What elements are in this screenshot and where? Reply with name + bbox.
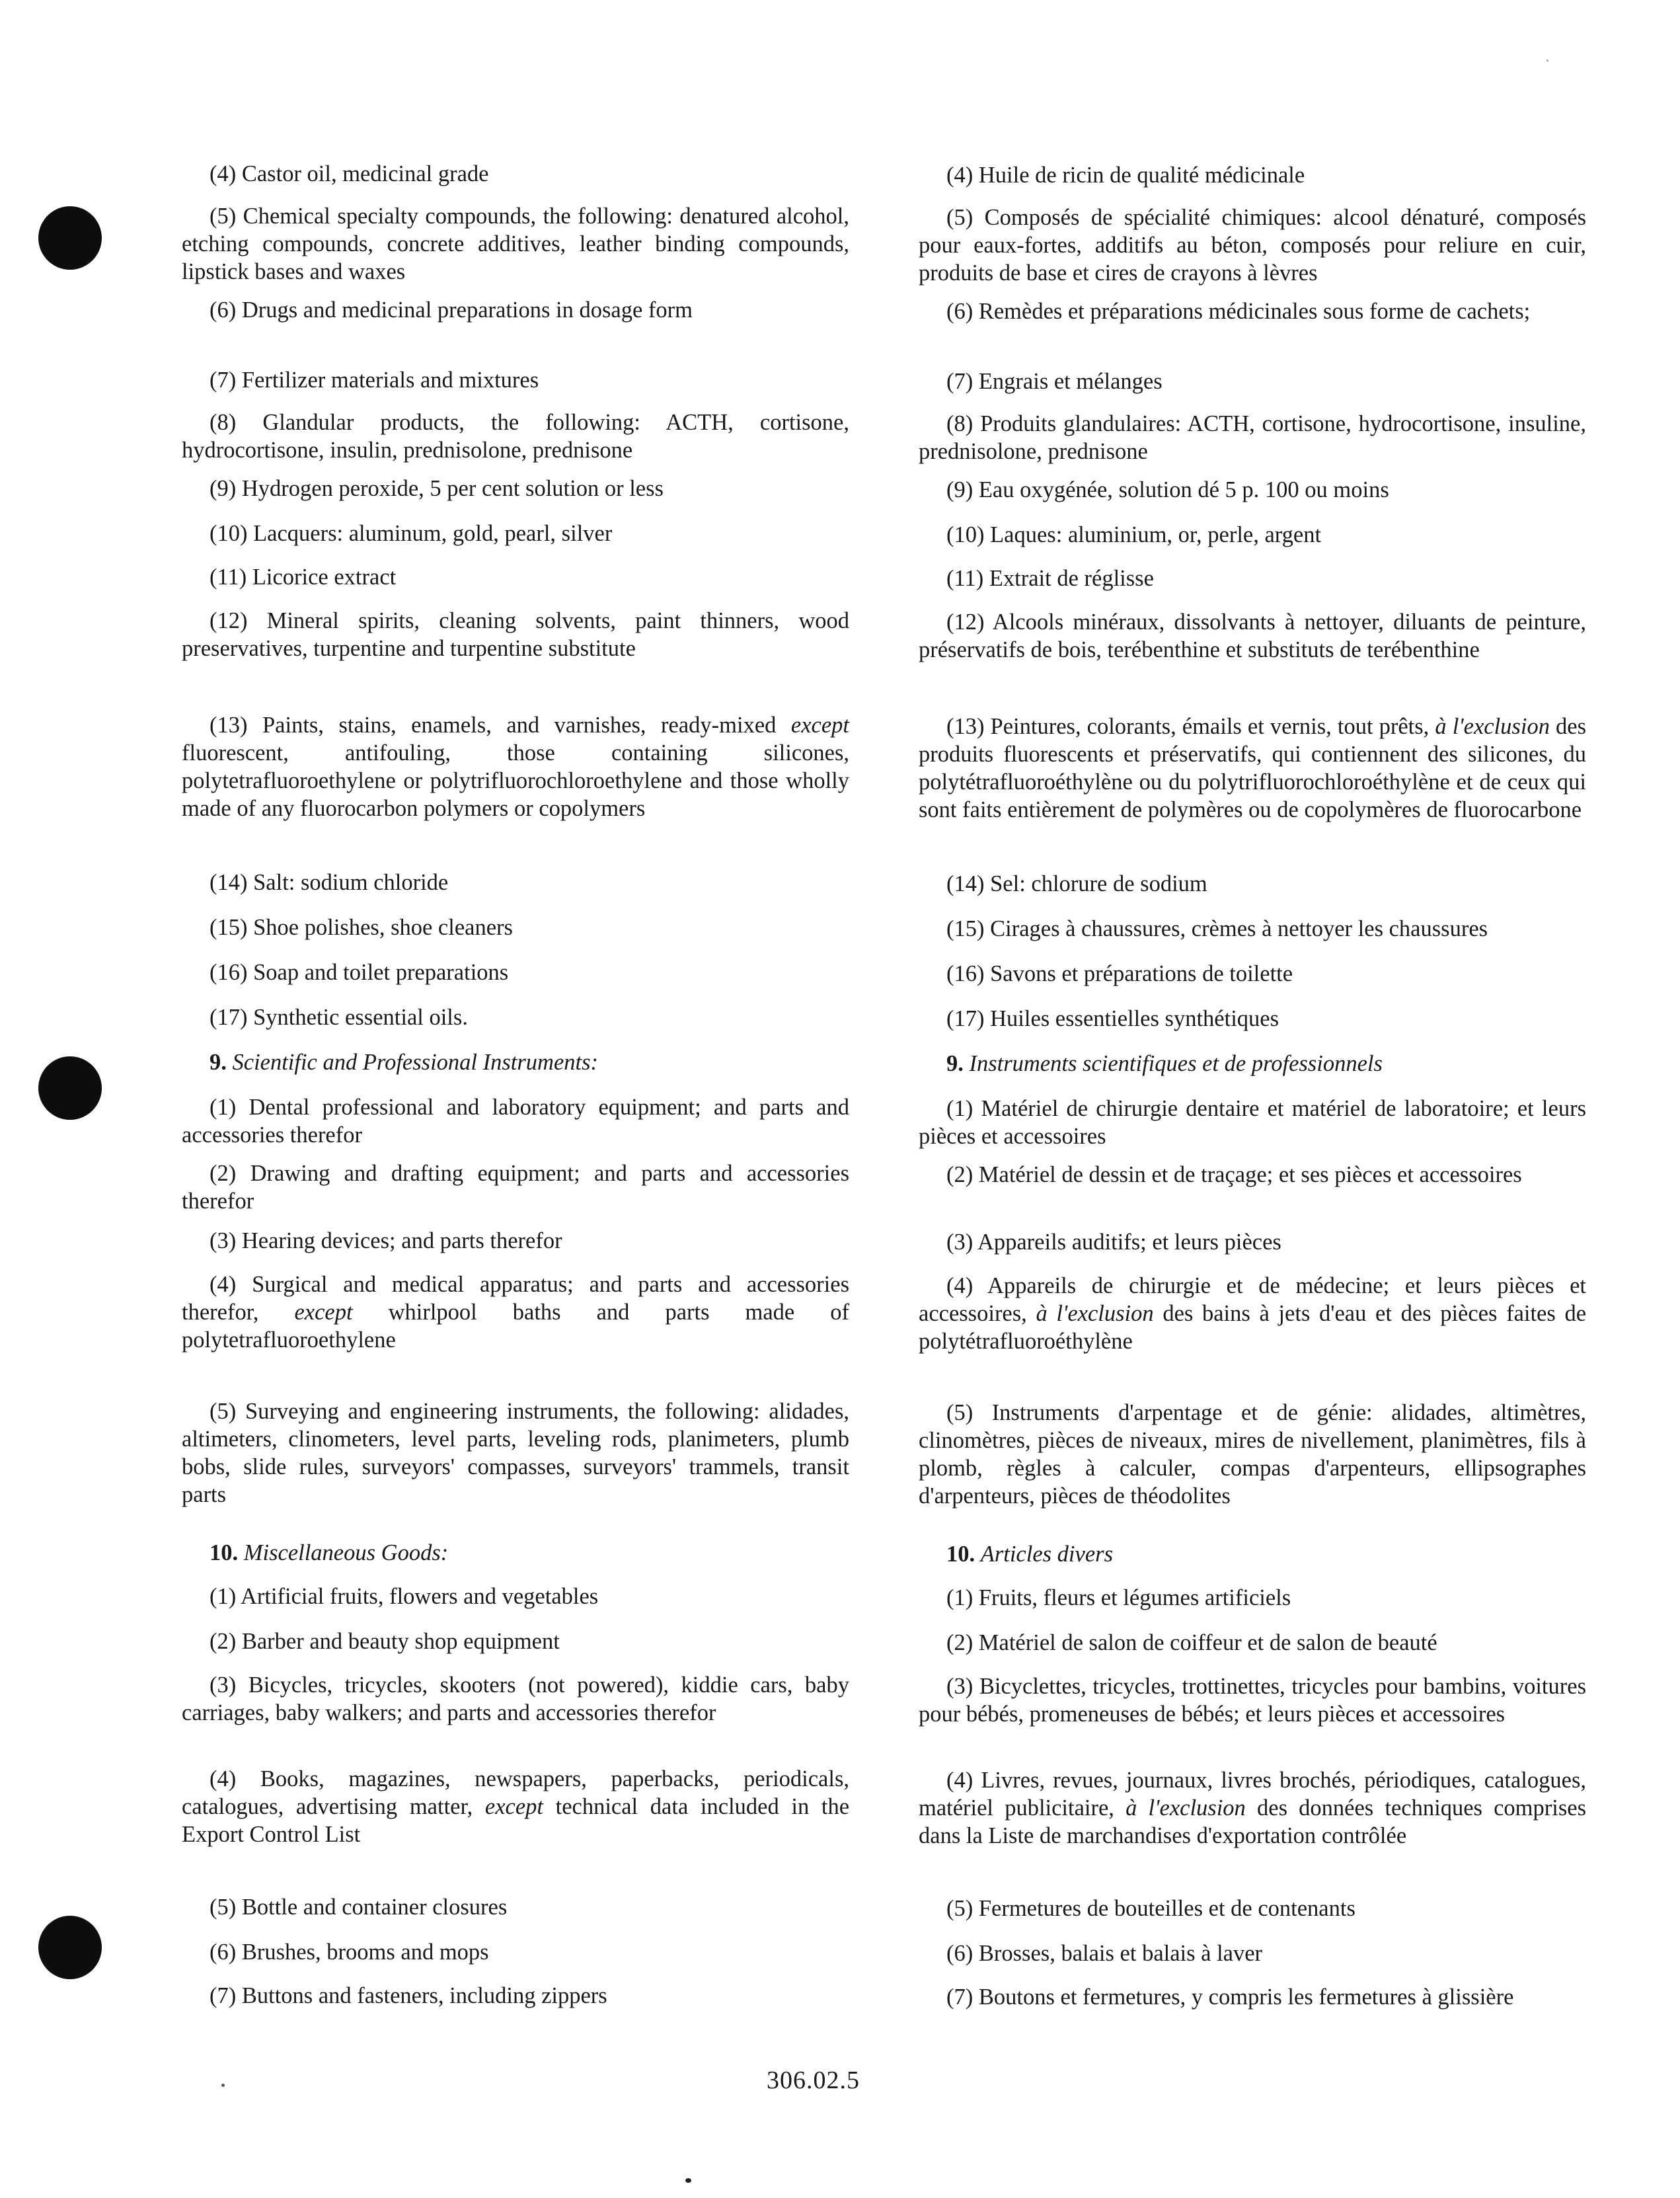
list-item: (1) Matériel de chirurgie dentaire et matériel de laboratoire; et leurs pièces et accessoires [919,1096,1586,1149]
scan-speck [685,2178,691,2183]
list-item: (7) Engrais et mélanges [946,369,1163,394]
list-item: (2) Drawing and drafting equipment; and parts and accessories therefor [182,1161,849,1214]
list-item: (4) Huile de ricin de qualité médicinale [946,163,1305,188]
list-item: (4) Books, magazines, newspapers, paperbacks, periodicals, catalogues, advertising matter, except technical data included in the Export Control List [182,1766,850,1847]
list-item: (3) Bicyclettes, tricycles, trottinettes, tricycles pour bambins, voitures pour bébés, promeneuses de bébés; et leurs pièces et accessoires [919,1674,1586,1727]
list-item: (7) Fertilizer materials and mixtures [210,368,539,393]
list-item: (7) Boutons et fermetures, y compris les fermetures à glissière [946,1984,1514,2010]
list-item: (5) Chemical specialty compounds, the following: denatured alcohol, etching compounds, concrete additives, leather binding compounds, lipstick bases and waxes [182,204,849,284]
list-item: (9) Eau oxygénée, solution dé 5 p. 100 ou moins [946,477,1389,502]
list-item: (4) Castor oil, medicinal grade [210,161,489,186]
list-item: (11) Extrait de réglisse [946,566,1154,591]
list-item: (2) Barber and beauty shop equipment [210,1629,560,1654]
list-item: (6) Brushes, brooms and mops [210,1940,489,1965]
binder-hole-middle [38,1056,102,1120]
scan-speck [221,2084,225,2087]
list-item: (5) Surveying and engineering instruments, the following: alidades, altimeters, clinometers, level parts, leveling rods, planimeters, plumb bobs, slide rules, surveyors' compasses, surveyors' trammels, transit parts [182,1399,849,1507]
list-item: (8) Glandular products, the following: ACTH, cortisone, hydrocortisone, insulin, prednisolone, prednisone [182,410,849,463]
list-item: (11) Licorice extract [210,565,397,590]
list-item: (5) Instruments d'arpentage et de génie: alidades, altimètres, clinomètres, pièces de niveaux, mires de nivellement, planimètres, fils à plomb, règles à calculer, compas d'arpenteurs, ellipsographes d'arpenteurs, pièces de théodolites [919,1400,1586,1509]
list-item: (10) Laques: aluminium, or, perle, argent [946,522,1322,547]
list-item: (13) Paints, stains, enamels, and varnishes, ready-mixed except fluorescent, antifouling, those containing silicones, polytetrafluoroethylene or polytrifluorochloroethylene and those wholly made of any fluorocarbon polymers or copolymers [182,713,849,821]
list-item: (3) Bicycles, tricycles, skooters (not powered), kiddie cars, baby carriages, baby walkers; and parts and accessories therefor [182,1672,849,1725]
list-item: (5) Composés de spécialité chimiques: alcool dénaturé, composés pour eaux-fortes, additifs au béton, composés pour reliure en cuir, produits de base et cires de crayons à lèvres [919,205,1586,286]
list-item: (9) Hydrogen peroxide, 5 per cent solution or less [210,476,664,501]
list-item: (14) Salt: sodium chloride [210,870,449,895]
list-item: (3) Hearing devices; and parts therefor [210,1228,562,1253]
list-item: (17) Huiles essentielles synthétiques [946,1006,1279,1031]
section-heading-10: 10. Articles divers [946,1542,1113,1567]
list-item: (5) Fermetures de bouteilles et de contenants [946,1896,1355,1921]
page-number: 306.02.5 [767,2066,860,2094]
list-item: (16) Savons et préparations de toilette [946,961,1293,986]
list-item: (3) Appareils auditifs; et leurs pièces [946,1230,1281,1255]
list-item: (4) Surgical and medical apparatus; and parts and accessories therefor, except whirlpool baths and parts made of polytetrafluoroethylene [182,1272,850,1353]
list-item: (6) Remèdes et préparations médicinales sous forme de cachets; [946,299,1531,324]
section-heading-9: 9. Scientific and Professional Instruments: [210,1050,599,1075]
list-item: (7) Buttons and fasteners, including zippers [210,1983,607,2008]
list-item: (4) Appareils de chirurgie et de médecine; et leurs pièces et accessoires, à l'exclusion des bains à jets d'eau et des pièces faites de polytétrafluoroéthylène [919,1273,1587,1354]
list-item: (17) Synthetic essential oils. [210,1005,468,1030]
list-item: (13) Peintures, colorants, émails et vernis, tout prêts, à l'exclusion des produits fluorescents et préservatifs, qui contiennent des silicones, du polytétrafluoroéthylène ou du polytrifluorochloroéthylène et de ceux qui sont faits entièrement de polymères ou de copolymères de fluorocarbone [919,714,1587,822]
list-item: (4) Livres, revues, journaux, livres brochés, périodiques, catalogues, matériel publicitaire, à l'exclusion des données techniques comprises dans la Liste de marchandises d'exportation contrôlée [919,1768,1587,1848]
list-item: (1) Dental professional and laboratory equipment; and parts and accessories therefor [182,1095,849,1148]
list-item: (12) Alcools minéraux, dissolvants à nettoyer, diluants de peinture, préservatifs de bois, terébenthine et substituts de terébenthine [919,609,1586,662]
list-item: (15) Cirages à chaussures, crèmes à nettoyer les chaussures [946,916,1488,941]
list-item: (10) Lacquers: aluminum, gold, pearl, silver [210,521,613,546]
list-item: (14) Sel: chlorure de sodium [946,871,1207,896]
list-item: (16) Soap and toilet preparations [210,960,509,985]
list-item: (2) Matériel de salon de coiffeur et de salon de beauté [946,1630,1437,1655]
list-item: (12) Mineral spirits, cleaning solvents, paint thinners, wood preservatives, turpentine and turpentine substitute [182,608,849,661]
binder-hole-top [38,206,102,270]
list-item: (1) Artificial fruits, flowers and vegetables [210,1584,599,1609]
list-item: (8) Produits glandulaires: ACTH, cortisone, hydrocortisone, insuline, prednisolone, prednisone [919,411,1586,464]
scan-speck [1546,59,1548,61]
list-item: (6) Drugs and medicinal preparations in dosage form [210,297,693,323]
list-item: (2) Matériel de dessin et de traçage; et ses pièces et accessoires [946,1162,1522,1187]
binder-hole-bottom [38,1916,102,1979]
list-item: (1) Fruits, fleurs et légumes artificiels [946,1585,1291,1610]
list-item: (15) Shoe polishes, shoe cleaners [210,915,513,940]
section-heading-10: 10. Miscellaneous Goods: [210,1540,449,1565]
list-item: (5) Bottle and container closures [210,1895,508,1920]
section-heading-9: 9. Instruments scientifiques et de professionnels [946,1051,1383,1076]
list-item: (6) Brosses, balais et balais à laver [946,1941,1263,1966]
